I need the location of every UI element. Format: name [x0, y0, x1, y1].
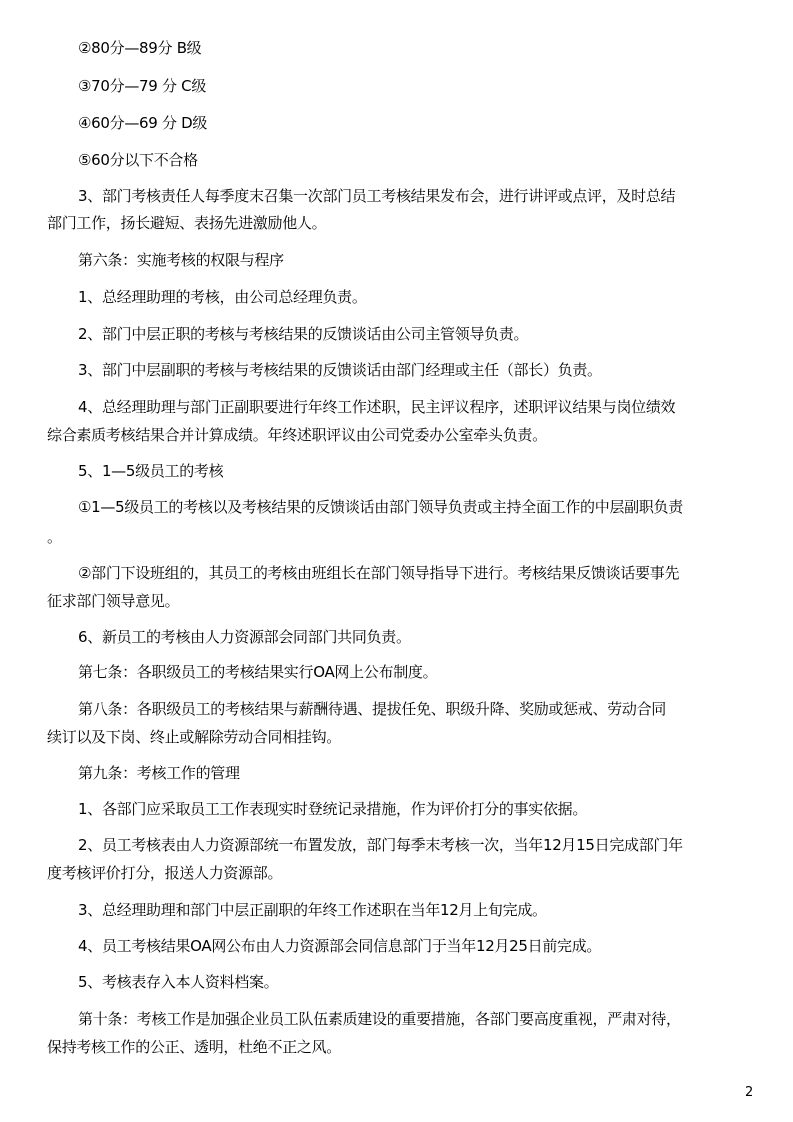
text-line: 保持考核工作的公正、透明，杜绝不正之风。 [47, 1038, 342, 1056]
text-line: ①1—5级员工的考核以及考核结果的反馈谈话由部门领导负责或主持全面工作的中层副职负责 [78, 498, 683, 516]
text-line: 续订以及下岗、终止或解除劳动合同相挂钩。 [47, 728, 342, 746]
text-line: 1、各部门应采取员工工作表现实时登统记录措施，作为评价打分的事实依据。 [78, 800, 588, 818]
text-line: 5、1—5级员工的考核 [78, 462, 224, 480]
text-line: ⑤60分以下不合格 [78, 151, 198, 169]
page-number: 2 [745, 1085, 754, 1100]
text-line: ④60分—69 分 D级 [78, 114, 208, 132]
text-line: 3、部门中层副职的考核与考核结果的反馈谈话由部门经理或主任（部长）负责。 [78, 361, 602, 379]
text-line: ③70分—79 分 C级 [78, 77, 207, 95]
text-line: 1、总经理助理的考核，由公司总经理负责。 [78, 288, 367, 306]
text-line: 3、总经理助理和部门中层正副职的年终工作述职在当年12月上旬完成。 [78, 901, 547, 919]
text-line: 第六条：实施考核的权限与程序 [78, 251, 284, 269]
text-line: 第八条：各职级员工的考核结果与薪酬待遇、提拔任免、职级升降、奖励或惩戒、劳动合同 [78, 700, 667, 718]
text-line: ②80分—89分 B级 [78, 39, 202, 57]
text-line: 部门工作，扬长避短、表扬先进激励他人。 [47, 214, 327, 232]
text-line: 征求部门领导意见。 [47, 592, 180, 610]
text-line: 5、考核表存入本人资料档案。 [78, 973, 279, 991]
text-line: 第七条：各职级员工的考核结果实行OA网上公布制度。 [78, 663, 438, 681]
text-line: 第十条：考核工作是加强企业员工队伍素质建设的重要措施，各部门要高度重视，严肃对待， [78, 1010, 681, 1028]
text-line: 。 [47, 528, 62, 546]
text-line: 2、部门中层正职的考核与考核结果的反馈谈话由公司主管领导负责。 [78, 325, 529, 343]
text-line: 第九条：考核工作的管理 [78, 764, 240, 782]
text-line: 2、员工考核表由人力资源部统一布置发放，部门每季末考核一次，当年12月15日完成部门年 [78, 836, 683, 854]
text-line: 3、部门考核责任人每季度末召集一次部门员工考核结果发布会，进行讲评或点评，及时总结 [78, 187, 676, 205]
text-line: 6、新员工的考核由人力资源部会同部门共同负责。 [78, 628, 411, 646]
text-line: 综合素质考核结果合并计算成绩。年终述职评议由公司党委办公室牵头负责。 [47, 426, 547, 444]
text-line: 4、总经理助理与部门正副职要进行年终工作述职，民主评议程序，述职评议结果与岗位绩效 [78, 398, 676, 416]
text-line: 度考核评价打分，报送人力资源部。 [47, 864, 283, 882]
text-line: ②部门下设班组的，其员工的考核由班组长在部门领导指导下进行。考核结果反馈谈话要事先 [78, 564, 680, 582]
text-line: 4、员工考核结果OA网公布由人力资源部会同信息部门于当年12月25日前完成。 [78, 937, 602, 955]
